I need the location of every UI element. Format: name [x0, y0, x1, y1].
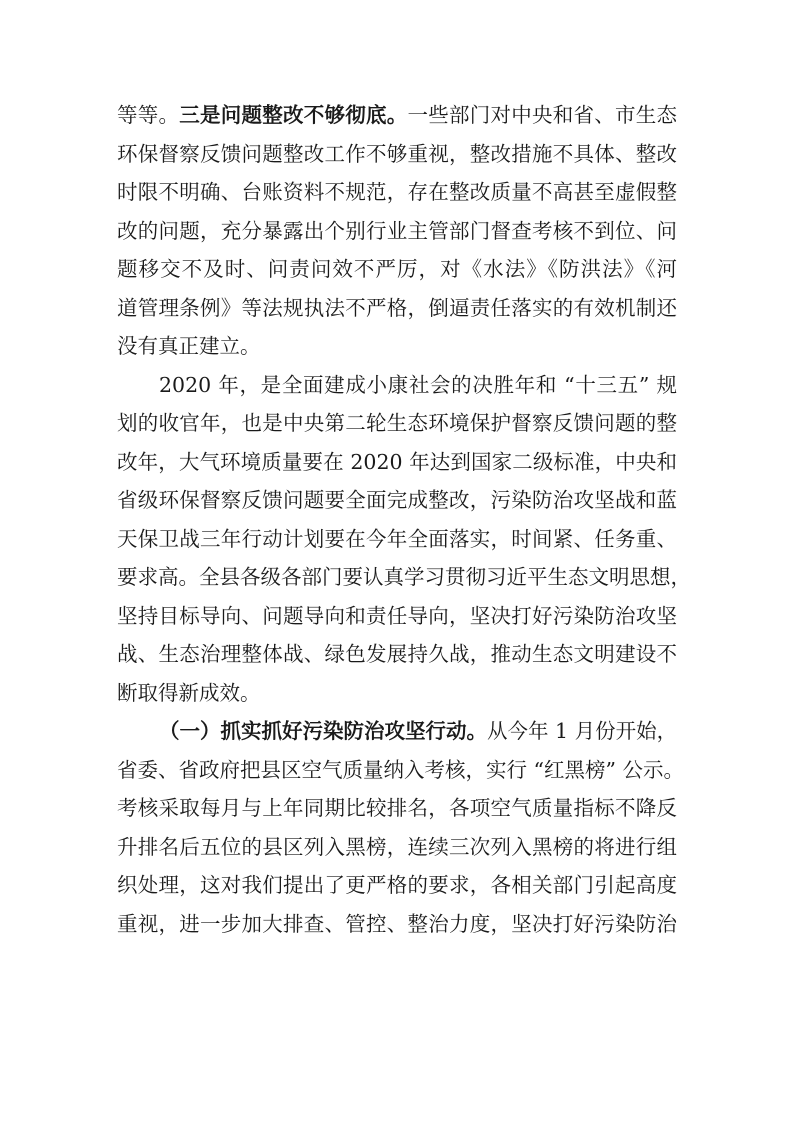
paragraph-2-line-7: 坚持目标导向、问题导向和责任导向，坚决打好污染防治攻坚	[117, 603, 677, 628]
paragraph-2-line-8: 战、生态治理整体战、绿色发展持久战，推动生态文明建设不	[117, 642, 677, 666]
paragraph-3-line-3: 考核采取每月与上年同期比较排名，各项空气质量指标不降反	[117, 796, 677, 820]
paragraph-2-line-6: 要求高。全县各级各部门要认真学习贯彻习近平生态文明思想，	[117, 565, 691, 589]
paragraph-1-line-2: 环保督察反馈问题整改工作不够重视，整改措施不具体、整改	[117, 141, 677, 166]
paragraph-3-line-2: 省委、省政府把县区空气质量纳入考核，实行 “红黑榜” 公示。	[117, 757, 684, 782]
paragraph-3-line-1	[117, 712, 677, 751]
paragraph-1-line-7: 没有真正建立。	[117, 334, 261, 358]
paragraph-1-line-5: 题移交不及时、问责问效不严厉，对《水法》《防洪法》《河	[117, 257, 677, 281]
document-body	[117, 96, 691, 943]
text-run: 一些部门对中央和省、市生态	[407, 103, 677, 127]
paragraph-2-line-2: 划的收官年，也是中央第二轮生态环境保护督察反馈问题的整	[117, 411, 677, 435]
paragraph-2-line-5: 天保卫战三年行动计划要在今年全面落实，时间紧、任务重、	[117, 526, 677, 551]
paragraph-2-line-4: 省级环保督察反馈问题要全面完成整改，污染防治攻坚战和蓝	[117, 488, 677, 512]
paragraph-1-line-6: 道管理条例》等法规执法不严格，倒逼责任落实的有效机制还	[117, 295, 677, 320]
paragraph-1-line-4: 改的问题，充分暴露出个别行业主管部门督查考核不到位、问	[117, 218, 677, 243]
text-run: 等等。	[117, 103, 180, 127]
paragraph-2-line-9: 断取得新成效。	[117, 680, 261, 705]
paragraph-2-line-1: 2020 年，是全面建成小康社会的决胜年和 “十三五” 规	[159, 372, 677, 397]
text-run: 从今年 1 月份开始，	[487, 719, 678, 743]
bold-heading-run: （一）抓实抓好污染防治攻坚行动。	[159, 719, 487, 743]
paragraph-2-line-3: 改年，大气环境质量要在 2020 年达到国家二级标准，中央和	[117, 449, 677, 474]
paragraph-3-line-4: 升排名后五位的县区列入黑榜，连续三次列入黑榜的将进行组	[117, 834, 677, 859]
paragraph-3-line-6: 重视，进一步加大排查、管控、整治力度，坚决打好污染防治	[117, 911, 677, 936]
bold-heading-run: 三是问题整改不够彻底。	[179, 103, 408, 127]
paragraph-1-line-1	[117, 96, 677, 135]
paragraph-1-line-3: 时限不明确、台账资料不规范，存在整改质量不高甚至虚假整	[117, 180, 677, 204]
paragraph-3-line-5: 织处理，这对我们提出了更严格的要求，各相关部门引起高度	[117, 873, 677, 897]
